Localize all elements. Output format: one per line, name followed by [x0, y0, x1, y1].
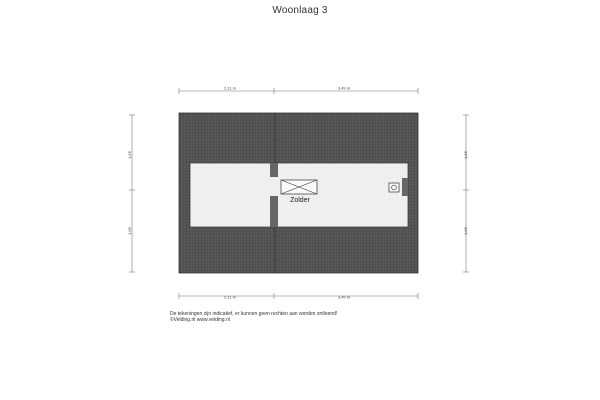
footer-notes: [170, 311, 337, 323]
wall-right-piece: [402, 178, 408, 196]
credit-text: ©Velding.nl www.velding.nl: [170, 317, 230, 323]
dimension-top-2: 3,49 m: [337, 85, 351, 91]
dimension-right-1: 1,66: [463, 151, 468, 159]
boiler-icon: [389, 183, 399, 192]
dimension-top-1: 2,11 m: [224, 85, 236, 91]
dimension-line-top: [179, 86, 418, 95]
attic-hatch: [281, 180, 317, 194]
room-zolder: [190, 163, 408, 227]
dimension-bottom-1: 2,11 m: [224, 294, 236, 300]
page-title: Woonlaag 3: [272, 5, 328, 16]
wall-stub-lower: [270, 196, 278, 227]
wall-stub-upper: [270, 163, 278, 177]
dimension-line-right: [463, 115, 469, 272]
dimension-left-2: 1,66: [127, 227, 132, 235]
dimension-line-bottom: [179, 293, 418, 300]
dimension-bottom-2: 3,49 m: [337, 294, 351, 300]
dimension-line-left: [127, 115, 135, 272]
dimension-left-1: 1,66: [127, 151, 132, 159]
room-label-zolder: Zolder: [290, 197, 310, 204]
disclaimer-text: De tekeningen zijn indicatief, er kunnen geen rechten aan worden ontleend!: [170, 311, 338, 317]
dimension-right-2: 1,66: [463, 227, 468, 235]
